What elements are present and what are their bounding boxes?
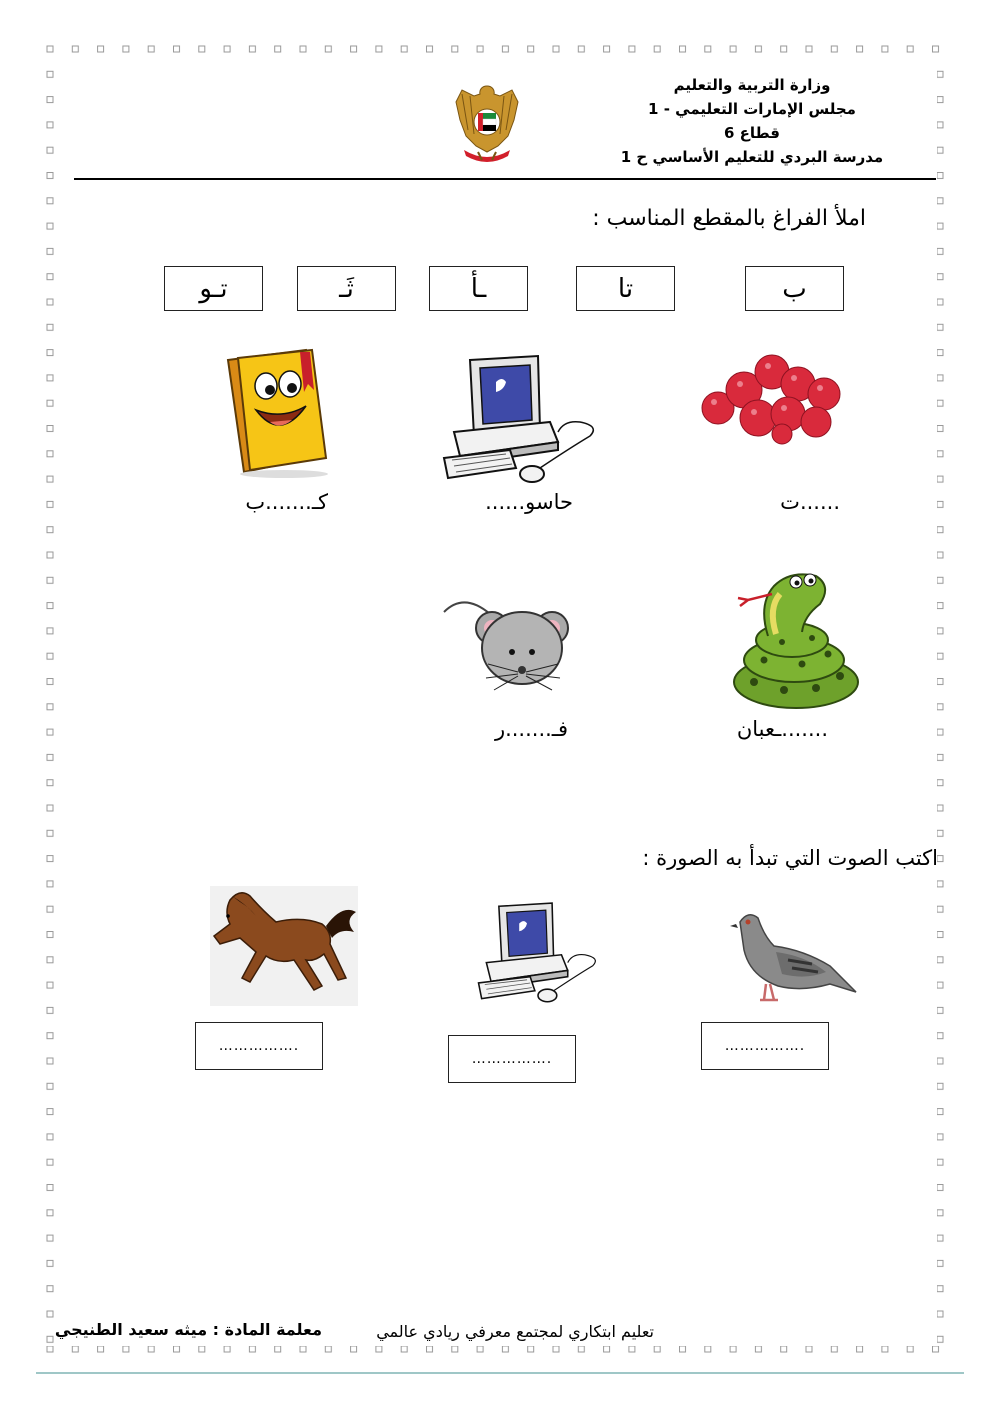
- answer-box[interactable]: …………….: [195, 1022, 323, 1070]
- computer-icon: [474, 900, 602, 1008]
- syllable-box: ثَـ: [297, 266, 396, 311]
- fill-word: فـ.......ر: [494, 717, 568, 741]
- teacher-name: معلمة المادة : ميثه سعيد الطنيجي: [54, 1320, 322, 1339]
- fill-word: كـ.......ب: [245, 490, 328, 514]
- council-name: مجلس الإمارات التعليمي - 1: [648, 100, 856, 118]
- footer-rule: [36, 1372, 964, 1374]
- answer-box[interactable]: …………….: [448, 1035, 576, 1083]
- header-divider: [74, 178, 936, 180]
- fill-word: حاسو......: [485, 490, 573, 514]
- snake-icon: [724, 564, 862, 712]
- answer-box[interactable]: …………….: [701, 1022, 829, 1070]
- fill-word: .......ـعبان: [736, 717, 828, 741]
- syllable-box: ب: [745, 266, 844, 311]
- uae-emblem-falcon-icon: [452, 80, 522, 164]
- section2-instruction: اكتب الصوت التي تبدأ به الصورة :: [642, 846, 938, 870]
- section1-instruction: املأ الفراغ بالمقطع المناسب :: [592, 206, 866, 231]
- footer-slogan: تعليم ابتكاري لمجتمع معرفي ريادي عالمي: [376, 1322, 654, 1341]
- syllable-box: ـأ: [429, 266, 528, 311]
- horse-icon: [210, 886, 358, 1006]
- syllable-box: تا: [576, 266, 675, 311]
- mouse-icon: [440, 584, 570, 700]
- computer-icon: [440, 352, 600, 490]
- raspberries-icon: [698, 350, 856, 446]
- pigeon-icon: [726, 906, 858, 1004]
- ministry-name: وزارة التربية والتعليم: [673, 76, 831, 94]
- book-cartoon-icon: [222, 346, 348, 480]
- school-name: مدرسة البردي للتعليم الأساسي ح 1: [620, 148, 884, 166]
- sector-name: قطاع 6: [724, 124, 780, 142]
- fill-word: ......ت: [780, 490, 840, 514]
- syllable-box: تـو: [164, 266, 263, 311]
